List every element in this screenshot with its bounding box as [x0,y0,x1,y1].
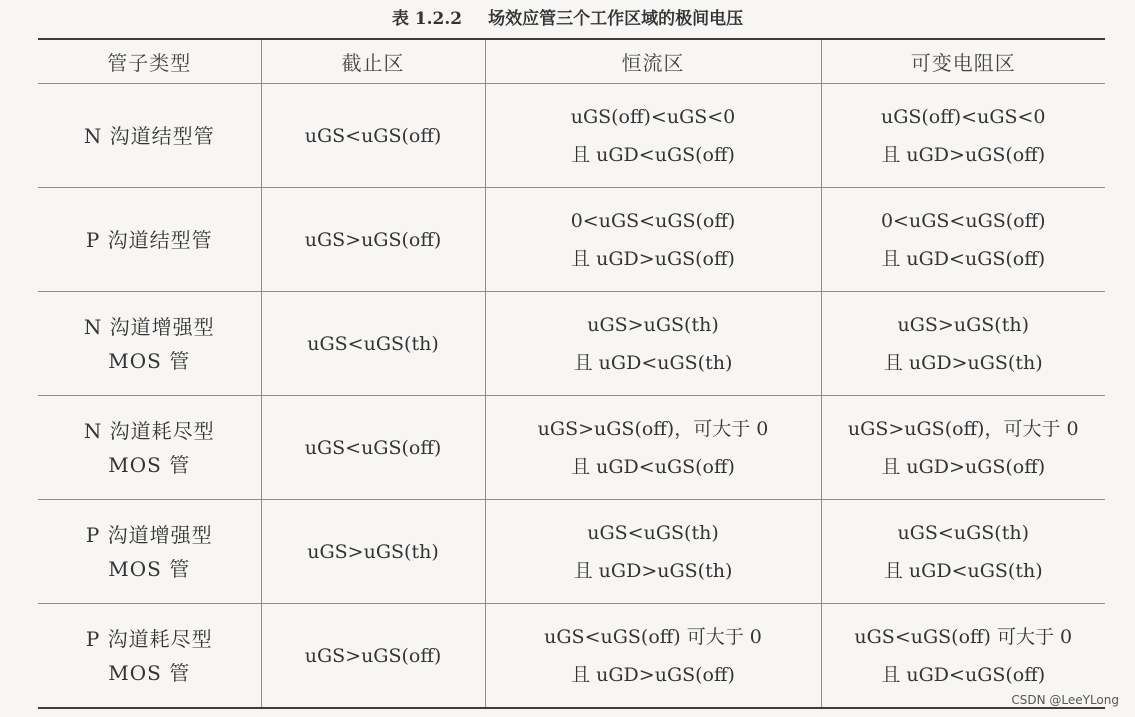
cond-line: uGS<uGS(th) [587,521,719,544]
table-row [38,84,1105,188]
header-constant: 恒流区 [485,39,821,84]
cond-line: 且 uGD<uGS(off) [571,455,735,478]
type-line: P 沟道结型管 [85,227,213,252]
cell-type [38,604,261,709]
cond-line: uGS<uGS(off) [304,124,442,147]
table-row [38,188,1105,292]
voltage-table [38,38,1105,709]
cond-line: 且 uGD>uGS(th) [883,351,1043,374]
cond-line: uGS>uGS(th) [897,313,1029,336]
cell-constant [485,396,821,500]
cond-line: uGS<uGS(th) [897,521,1029,544]
cell-type [38,84,261,188]
cond-line: uGS<uGS(off) 可大于 0 [854,625,1073,648]
cond-line: 且 uGD>uGS(off) [571,247,735,270]
cell-cutoff [261,604,485,709]
table-caption: 场效应管三个工作区域的极间电压 [488,9,744,29]
cond-line: 且 uGD<uGS(th) [573,351,733,374]
type-line: P 沟道增强型 [85,522,213,547]
cond-line: uGS>uGS(off) [304,644,442,667]
table-number: 表 1.2.2 [391,9,463,29]
cell-constant [485,604,821,709]
cond-line: uGS>uGS(th) [307,540,439,563]
cell-variable [821,292,1105,396]
table-title [0,4,1135,29]
cell-variable [821,84,1105,188]
header-cutoff: 截止区 [261,39,485,84]
cell-variable [821,500,1105,604]
header-row [38,39,1105,84]
type-line: MOS 管 [108,452,191,477]
type-line: P 沟道耗尽型 [85,626,213,651]
header-variable: 可变电阻区 [821,39,1105,84]
cell-type [38,396,261,500]
watermark: CSDN @LeeYLong [1011,693,1119,707]
cond-line: uGS<uGS(off) 可大于 0 [544,625,762,648]
cond-line: 且 uGD>uGS(off) [571,663,735,686]
cond-line: 且 uGD<uGS(th) [883,559,1043,582]
cell-constant [485,84,821,188]
type-line: N 沟道耗尽型 [83,418,215,443]
cell-constant [485,500,821,604]
cell-cutoff [261,84,485,188]
type-line: N 沟道结型管 [83,123,215,148]
cond-line: 且 uGD>uGS(off) [881,455,1046,478]
type-line: MOS 管 [108,660,191,685]
cond-line: uGS>uGS(off) [304,228,442,251]
cell-variable [821,188,1105,292]
cond-line: uGS>uGS(off)，可大于 0 [537,417,769,440]
cell-type [38,500,261,604]
cond-line: 且 uGD>uGS(off) [881,143,1046,166]
cell-cutoff [261,292,485,396]
type-line: MOS 管 [108,556,191,581]
cell-variable [821,396,1105,500]
cond-line: 且 uGD>uGS(th) [573,559,733,582]
header-type: 管子类型 [38,39,261,84]
cond-line: uGS<uGS(th) [307,332,439,355]
table-row [38,396,1105,500]
cell-cutoff [261,396,485,500]
cell-constant [485,188,821,292]
cond-line: 且 uGD<uGS(off) [571,143,735,166]
table-row [38,604,1105,709]
table-row [38,292,1105,396]
type-line: MOS 管 [108,348,191,373]
cond-line: 且 uGD<uGS(off) [881,247,1046,270]
cond-line: 且 uGD<uGS(off) [881,663,1046,686]
cell-constant [485,292,821,396]
table-row [38,500,1105,604]
cell-type [38,292,261,396]
cond-line: uGS(off)<uGS<0 [880,105,1046,128]
cond-line: 0<uGS<uGS(off) [880,209,1046,232]
cond-line: uGS>uGS(th) [587,313,719,336]
type-line: N 沟道增强型 [83,314,215,339]
cond-line: uGS>uGS(off)，可大于 0 [847,417,1079,440]
cond-line: uGS(off)<uGS<0 [570,105,736,128]
cell-cutoff [261,500,485,604]
cell-type [38,188,261,292]
cond-line: 0<uGS<uGS(off) [570,209,736,232]
cond-line: uGS<uGS(off) [304,436,442,459]
cell-cutoff [261,188,485,292]
